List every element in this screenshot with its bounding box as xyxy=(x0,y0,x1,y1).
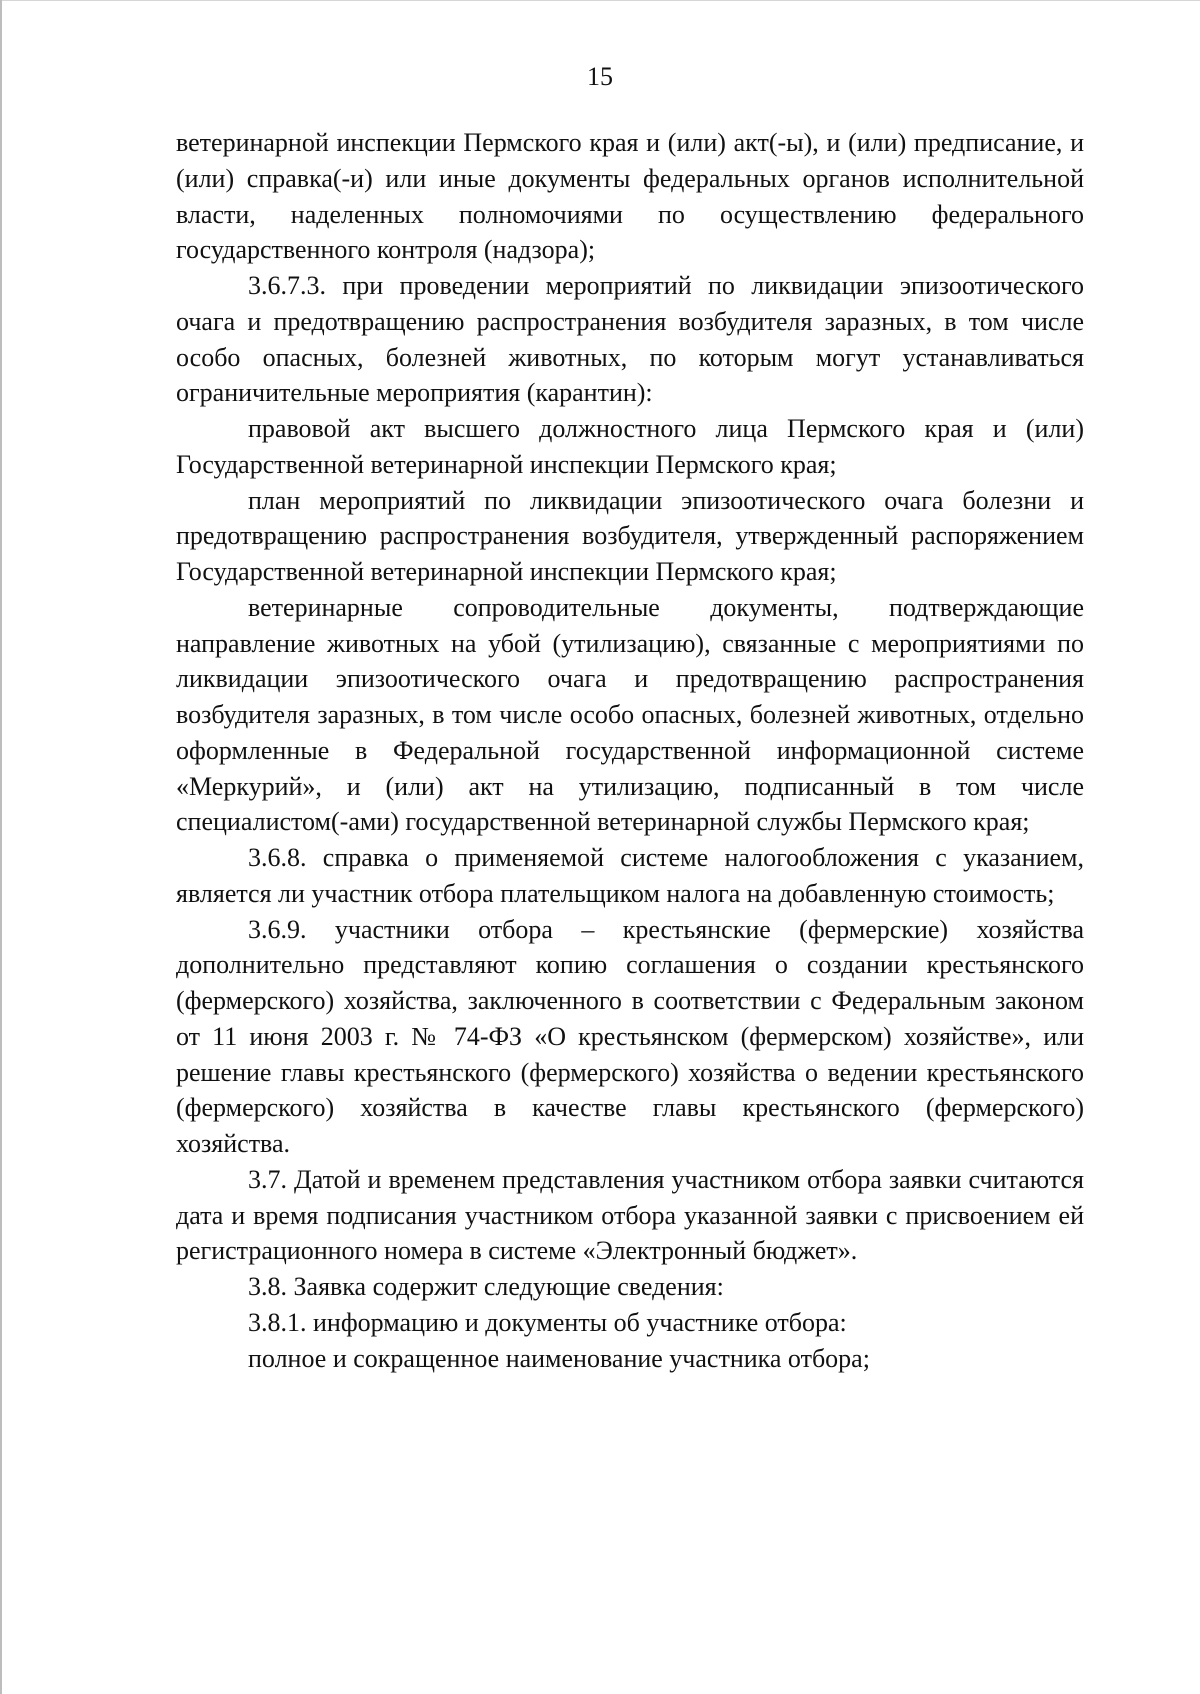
document-body xyxy=(176,125,1084,1376)
paragraph-full-name: полное и сокращенное наименование участника отбора; xyxy=(248,1343,870,1373)
paragraph-legal-act: правовой акт высшего должностного лица Пермского края и (или) Государственной ветеринарной инспекции Пермского края; xyxy=(176,414,1084,479)
scan-edge-left xyxy=(0,0,2,1694)
paragraph-action-plan: план мероприятий по ликвидации эпизоотического очага болезни и предотвращению распространения возбудителя, утвержденный распоряжением Государственной ветеринарной инспекции Пермского края; xyxy=(176,485,1084,586)
paragraph-3-6-7-3: 3.6.7.3. при проведении мероприятий по ликвидации эпизоотического очага и предотвращению распространения возбудителя заразных, в том числе особо опасных, болезней животных, по которым могут устанавливаться ограничительные мероприятия (карантин): xyxy=(176,271,1084,408)
page-number: 15 xyxy=(587,62,613,91)
paragraph-3-8-1: 3.8.1. информацию и документы об участнике отбора: xyxy=(248,1307,847,1337)
paragraph-3-7: 3.7. Датой и временем представления участником отбора заявки считаются дата и время подписания участником отбора указанной заявки с присвоением ей регистрационного номера в системе «Электронный бюджет». xyxy=(176,1164,1084,1266)
paragraph-continuation: ветеринарной инспекции Пермского края и (или) акт(-ы), и (или) предписание, и (или) справка(-и) или иные документы федеральных органов исполнительной власти, наделенных полномочиями по осуществлению федерального государственного контроля (надзора); xyxy=(176,128,1084,265)
paragraph-3-6-9: 3.6.9. участники отбора – крестьянские (фермерские) хозяйства дополнительно представляют копию соглашения о создании крестьянского (фермерского) хозяйства, заключенного в соответствии с Федеральным законом от 11 июня 2003 г. № 74-ФЗ «О крестьянском (фермерском) хозяйстве», или решение главы крестьянского (фермерского) хозяйства о ведении крестьянского (фермерского) хозяйства в качестве главы крестьянского (фермерского) хозяйства. xyxy=(176,914,1084,1158)
paragraph-3-6-8: 3.6.8. справка о применяемой системе налогообложения с указанием, является ли участник отбора плательщиком налога на добавленную стоимость; xyxy=(176,843,1084,908)
scan-edge-top xyxy=(0,0,1200,1)
paragraph-vet-documents: ветеринарные сопроводительные документы, подтверждающие направление животных на убой (утилизацию), связанные с мероприятиями по ликвидации эпизоотического очага и предотвращению распространения возбудителя заразных, в том числе особо опасных, болезней животных, отдельно оформленные в Федеральной государственной информационной системе «Меркурий», и (или) акт на утилизацию, подписанный в том числе специалистом(-ами) государственной ветеринарной службы Пермского края; xyxy=(176,592,1084,837)
paragraph-3-8: 3.8. Заявка содержит следующие сведения: xyxy=(248,1272,724,1301)
